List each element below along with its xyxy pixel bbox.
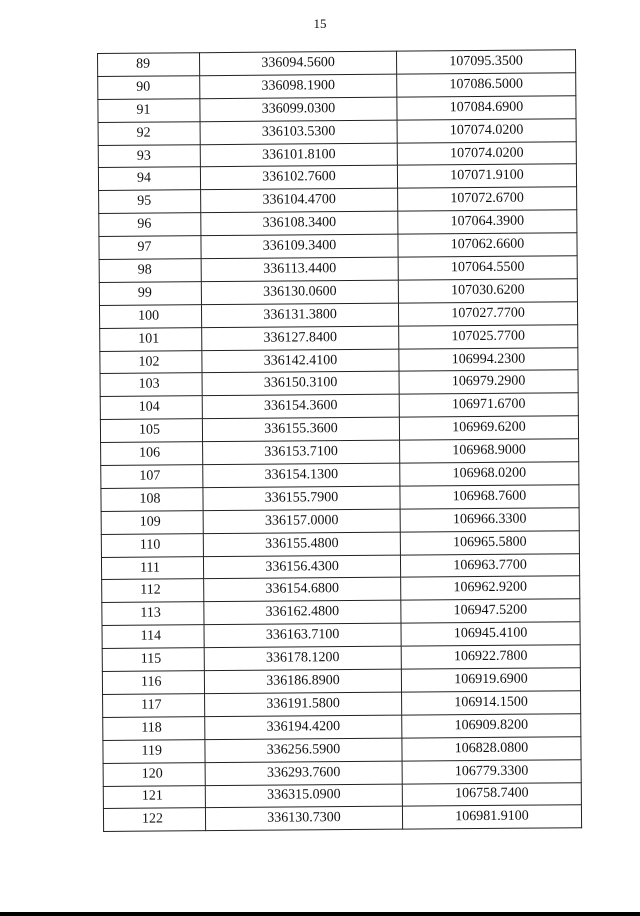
x-coordinate-cell: 336163.7100 <box>204 623 401 647</box>
y-coordinate-cell: 106969.6200 <box>399 416 578 440</box>
point-number-cell: 103 <box>100 373 202 397</box>
point-number-cell: 94 <box>98 167 200 191</box>
x-coordinate-cell: 336113.4400 <box>201 257 398 281</box>
x-coordinate-cell: 336108.3400 <box>201 211 398 235</box>
y-coordinate-cell: 107072.6700 <box>398 187 577 211</box>
y-coordinate-cell: 106779.3300 <box>402 759 581 783</box>
x-coordinate-cell: 336162.4800 <box>204 601 401 625</box>
y-coordinate-cell: 106922.7800 <box>401 645 580 669</box>
y-coordinate-cell: 107074.0200 <box>397 118 576 142</box>
point-number-cell: 92 <box>98 121 200 145</box>
x-coordinate-cell: 336293.7600 <box>205 761 402 785</box>
point-number-cell: 120 <box>103 762 205 786</box>
y-coordinate-cell: 107074.0200 <box>397 141 576 165</box>
point-number-cell: 113 <box>102 602 204 626</box>
point-number-cell: 91 <box>98 98 200 122</box>
point-number-cell: 100 <box>99 304 201 328</box>
x-coordinate-cell: 336130.0600 <box>201 280 398 304</box>
coordinate-table <box>97 49 582 832</box>
point-number-cell: 102 <box>100 350 202 374</box>
y-coordinate-cell: 106966.3300 <box>400 508 579 532</box>
x-coordinate-cell: 336194.4200 <box>205 715 402 739</box>
table-body <box>98 50 582 832</box>
point-number-cell: 119 <box>103 739 205 763</box>
point-number-cell: 98 <box>99 259 201 283</box>
y-coordinate-cell: 106981.9100 <box>402 805 581 829</box>
y-coordinate-cell: 107086.5000 <box>397 73 576 97</box>
page-number: 15 <box>313 16 327 31</box>
x-coordinate-cell: 336155.4800 <box>203 532 400 556</box>
point-number-cell: 97 <box>99 236 201 260</box>
point-number-cell: 109 <box>101 510 203 534</box>
x-coordinate-cell: 336102.7600 <box>200 166 397 190</box>
y-coordinate-cell: 107062.6600 <box>398 233 577 257</box>
point-number-cell: 116 <box>102 671 204 695</box>
point-number-cell: 112 <box>102 579 204 603</box>
y-coordinate-cell: 106828.0800 <box>402 736 581 760</box>
scan-bottom-edge <box>0 912 640 916</box>
y-coordinate-cell: 107025.7700 <box>399 324 578 348</box>
y-coordinate-cell: 107030.6200 <box>398 279 577 303</box>
y-coordinate-cell: 107071.9100 <box>397 164 576 188</box>
y-coordinate-cell: 106919.6900 <box>401 668 580 692</box>
point-number-cell: 110 <box>101 533 203 557</box>
point-number-cell: 108 <box>101 488 203 512</box>
x-coordinate-cell: 336103.5300 <box>200 120 397 144</box>
point-number-cell: 104 <box>100 396 202 420</box>
point-number-cell: 90 <box>98 76 200 100</box>
point-number-cell: 115 <box>102 648 204 672</box>
y-coordinate-cell: 107095.3500 <box>396 50 575 74</box>
y-coordinate-cell: 106971.6700 <box>399 393 578 417</box>
x-coordinate-cell: 336104.4700 <box>201 188 398 212</box>
point-number-cell: 111 <box>101 556 203 580</box>
x-coordinate-cell: 336186.8900 <box>204 669 401 693</box>
point-number-cell: 118 <box>103 717 205 741</box>
x-coordinate-cell: 336178.1200 <box>204 646 401 670</box>
x-coordinate-cell: 336154.3600 <box>202 394 399 418</box>
x-coordinate-cell: 336099.0300 <box>200 97 397 121</box>
x-coordinate-cell: 336153.7100 <box>203 440 400 464</box>
y-coordinate-cell: 106968.9000 <box>400 439 579 463</box>
y-coordinate-cell: 107027.7700 <box>398 302 577 326</box>
y-coordinate-cell: 107084.6900 <box>397 96 576 120</box>
y-coordinate-cell: 106963.7700 <box>400 553 579 577</box>
point-number-cell: 106 <box>101 442 203 466</box>
x-coordinate-cell: 336315.0900 <box>205 784 402 808</box>
y-coordinate-cell: 106994.2300 <box>399 347 578 371</box>
y-coordinate-cell: 107064.5500 <box>398 256 577 280</box>
x-coordinate-cell: 336130.7300 <box>205 807 402 831</box>
y-coordinate-cell: 106968.7600 <box>400 485 579 509</box>
x-coordinate-cell: 336150.3100 <box>202 372 399 396</box>
point-number-cell: 99 <box>99 282 201 306</box>
y-coordinate-cell: 107064.3900 <box>398 210 577 234</box>
point-number-cell: 121 <box>103 785 205 809</box>
x-coordinate-cell: 336098.1900 <box>200 74 397 98</box>
point-number-cell: 107 <box>101 465 203 489</box>
x-coordinate-cell: 336109.3400 <box>201 234 398 258</box>
point-number-cell: 117 <box>103 694 205 718</box>
point-number-cell: 95 <box>99 190 201 214</box>
x-coordinate-cell: 336156.4300 <box>203 555 400 579</box>
x-coordinate-cell: 336154.6800 <box>204 578 401 602</box>
y-coordinate-cell: 106979.2900 <box>399 370 578 394</box>
y-coordinate-cell: 106914.1500 <box>402 691 581 715</box>
table-row <box>103 805 581 832</box>
x-coordinate-cell: 336101.8100 <box>200 143 397 167</box>
point-number-cell: 96 <box>99 213 201 237</box>
x-coordinate-cell: 336256.5900 <box>205 738 402 762</box>
x-coordinate-cell: 336127.8400 <box>202 326 399 350</box>
y-coordinate-cell: 106947.5200 <box>401 599 580 623</box>
point-number-cell: 122 <box>103 808 205 832</box>
y-coordinate-cell: 106962.9200 <box>401 576 580 600</box>
point-number-cell: 93 <box>98 144 200 168</box>
x-coordinate-cell: 336157.0000 <box>203 509 400 533</box>
y-coordinate-cell: 106965.5800 <box>400 530 579 554</box>
x-coordinate-cell: 336094.5600 <box>200 51 397 75</box>
x-coordinate-cell: 336155.7900 <box>203 486 400 510</box>
y-coordinate-cell: 106968.0200 <box>400 462 579 486</box>
y-coordinate-cell: 106909.8200 <box>402 714 581 738</box>
point-number-cell: 105 <box>100 419 202 443</box>
y-coordinate-cell: 106758.7400 <box>402 782 581 806</box>
y-coordinate-cell: 106945.4100 <box>401 622 580 646</box>
point-number-cell: 114 <box>102 625 204 649</box>
point-number-cell: 101 <box>100 327 202 351</box>
x-coordinate-cell: 336154.1300 <box>203 463 400 487</box>
point-number-cell: 89 <box>98 53 200 77</box>
x-coordinate-cell: 336142.4100 <box>202 349 399 373</box>
x-coordinate-cell: 336155.3600 <box>202 417 399 441</box>
x-coordinate-cell: 336191.5800 <box>205 692 402 716</box>
x-coordinate-cell: 336131.3800 <box>201 303 398 327</box>
